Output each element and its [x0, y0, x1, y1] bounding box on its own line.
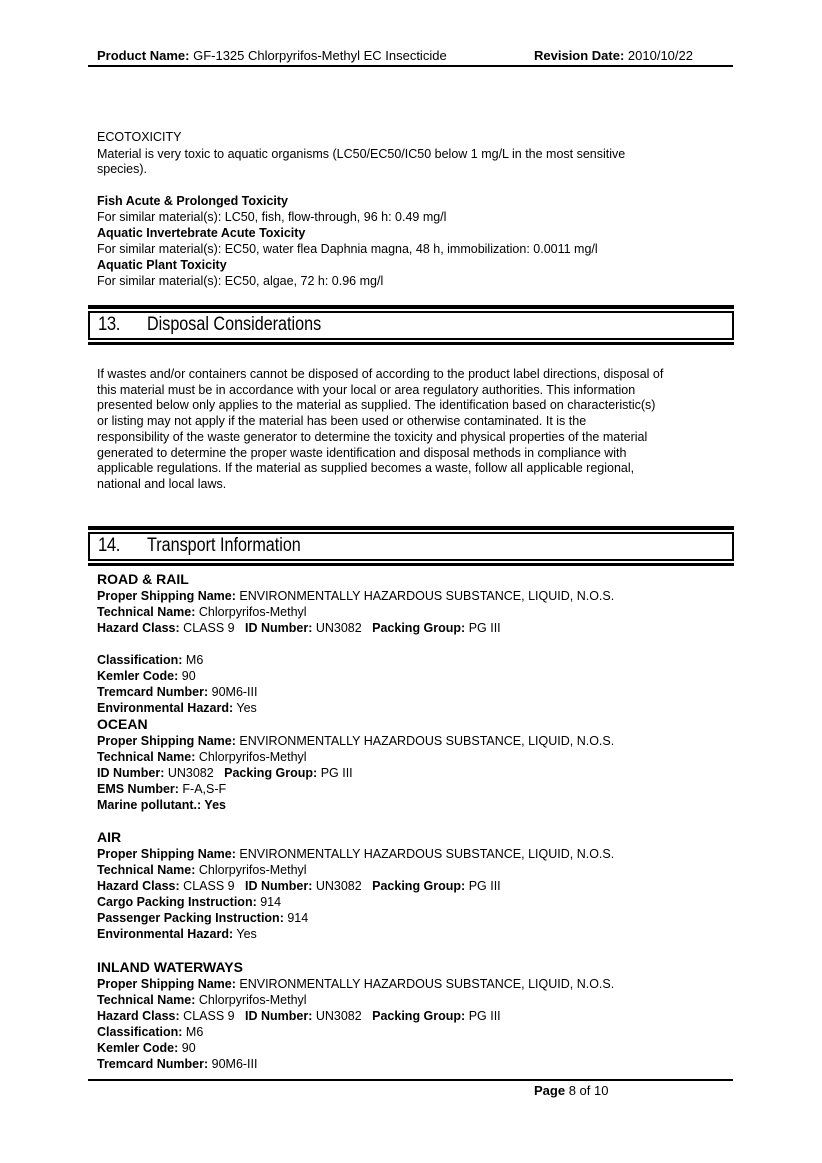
- disposal-line: applicable regulations. If the material as supplied becomes a waste, follow all applicable regional,: [97, 461, 635, 476]
- footer-rule: [88, 1079, 733, 1081]
- ocean-heading: OCEAN: [97, 716, 148, 732]
- header-rule: [88, 65, 733, 67]
- section-14-number: 14.: [98, 535, 120, 556]
- section-13-top-rule: [88, 305, 734, 309]
- fish-toxicity-text: For similar material(s): LC50, fish, flow-through, 96 h: 0.49 mg/l: [97, 210, 447, 224]
- road-psn: Proper Shipping Name: ENVIRONMENTALLY HAZARDOUS SUBSTANCE, LIQUID, N.O.S.: [97, 589, 615, 603]
- inland-heading: INLAND WATERWAYS: [97, 959, 243, 975]
- road-class-id-pg: Hazard Class: CLASS 9 ID Number: UN3082 Packing Group: PG III: [97, 621, 501, 635]
- fish-toxicity-heading: Fish Acute & Prolonged Toxicity: [97, 194, 288, 208]
- road-classification: Classification: M6: [97, 653, 204, 667]
- road-rail-heading: ROAD & RAIL: [97, 571, 189, 587]
- plant-toxicity-heading: Aquatic Plant Toxicity: [97, 258, 227, 272]
- road-tremcard-number: Tremcard Number: 90M6-III: [97, 685, 258, 699]
- road-technical-name: Technical Name: Chlorpyrifos-Methyl: [97, 605, 307, 619]
- ocean-technical-name: Technical Name: Chlorpyrifos-Methyl: [97, 750, 307, 764]
- disposal-line: generated to determine the proper waste identification and disposal methods in compliance with: [97, 445, 627, 460]
- inland-tremcard-number: Tremcard Number: 90M6-III: [97, 1057, 258, 1071]
- inland-kemler-code: Kemler Code: 90: [97, 1041, 196, 1055]
- plant-toxicity-text: For similar material(s): EC50, algae, 72 h: 0.96 mg/l: [97, 274, 384, 288]
- section-14-title: Transport Information: [147, 535, 301, 556]
- ocean-psn: Proper Shipping Name: ENVIRONMENTALLY HAZARDOUS SUBSTANCE, LIQUID, N.O.S.: [97, 734, 615, 748]
- ocean-id-pg: ID Number: UN3082 Packing Group: PG III: [97, 766, 353, 780]
- ocean-marine-pollutant: Marine pollutant.: Yes: [97, 798, 226, 812]
- ecotox-intro-line-1: Material is very toxic to aquatic organisms (LC50/EC50/IC50 below 1 mg/L in the most sensitive: [97, 147, 626, 161]
- invertebrate-toxicity-text: For similar material(s): EC50, water flea Daphnia magna, 48 h, immobilization: 0.0011 mg/l: [97, 242, 598, 256]
- revision-date-label: Revision Date:: [534, 48, 625, 63]
- section-13-number: 13.: [98, 314, 120, 335]
- road-kemler-code: Kemler Code: 90: [97, 669, 196, 683]
- air-passenger-packing: Passenger Packing Instruction: 914: [97, 911, 309, 925]
- disposal-paragraph: [97, 367, 727, 493]
- product-name-label: Product Name:: [97, 48, 190, 63]
- disposal-line: presented below only applies to the material as supplied. The identification based on characteristic(s): [97, 398, 656, 413]
- disposal-line: If wastes and/or containers cannot be disposed of according to the product label directions, disposal of: [97, 367, 664, 381]
- disposal-line: or listing may not apply if the material has been used or otherwise contaminated. It is the: [97, 414, 587, 429]
- air-environmental-hazard: Environmental Hazard: Yes: [97, 927, 257, 941]
- inland-class-id-pg: Hazard Class: CLASS 9 ID Number: UN3082 Packing Group: PG III: [97, 1009, 501, 1023]
- ecotox-heading: ECOTOXICITY: [97, 130, 182, 144]
- air-heading: AIR: [97, 829, 122, 845]
- inland-technical-name: Technical Name: Chlorpyrifos-Methyl: [97, 993, 307, 1007]
- road-environmental-hazard: Environmental Hazard: Yes: [97, 701, 257, 715]
- section-13-title: Disposal Considerations: [147, 314, 322, 335]
- air-class-id-pg: Hazard Class: CLASS 9 ID Number: UN3082 Packing Group: PG III: [97, 879, 501, 893]
- header-product: [97, 48, 447, 64]
- section-14-top-rule: [88, 526, 734, 530]
- section-13-header: [88, 311, 734, 340]
- header-revision: [534, 48, 693, 64]
- revision-date-value: 2010/10/22: [624, 48, 693, 63]
- ecotox-intro-line-2: species).: [97, 162, 148, 176]
- section-14-header: [88, 532, 734, 561]
- section-14-bottom-rule: [88, 563, 734, 566]
- page-number: Page 8 of 10: [534, 1083, 609, 1098]
- inland-psn: Proper Shipping Name: ENVIRONMENTALLY HAZARDOUS SUBSTANCE, LIQUID, N.O.S.: [97, 977, 615, 991]
- ocean-ems-number: EMS Number: F-A,S-F: [97, 782, 227, 796]
- air-technical-name: Technical Name: Chlorpyrifos-Methyl: [97, 863, 307, 877]
- air-cargo-packing: Cargo Packing Instruction: 914: [97, 895, 282, 909]
- section-13-bottom-rule: [88, 342, 734, 345]
- product-name-value: GF-1325 Chlorpyrifos-Methyl EC Insecticide: [189, 48, 447, 63]
- disposal-line: this material must be in accordance with your local or area regulatory authorities. This information: [97, 382, 636, 397]
- disposal-line: national and local laws.: [97, 476, 227, 491]
- inland-classification: Classification: M6: [97, 1025, 204, 1039]
- disposal-line: responsibility of the waste generator to determine the toxicity and physical properties of the material: [97, 429, 648, 444]
- invertebrate-toxicity-heading: Aquatic Invertebrate Acute Toxicity: [97, 226, 306, 240]
- air-psn: Proper Shipping Name: ENVIRONMENTALLY HAZARDOUS SUBSTANCE, LIQUID, N.O.S.: [97, 847, 615, 861]
